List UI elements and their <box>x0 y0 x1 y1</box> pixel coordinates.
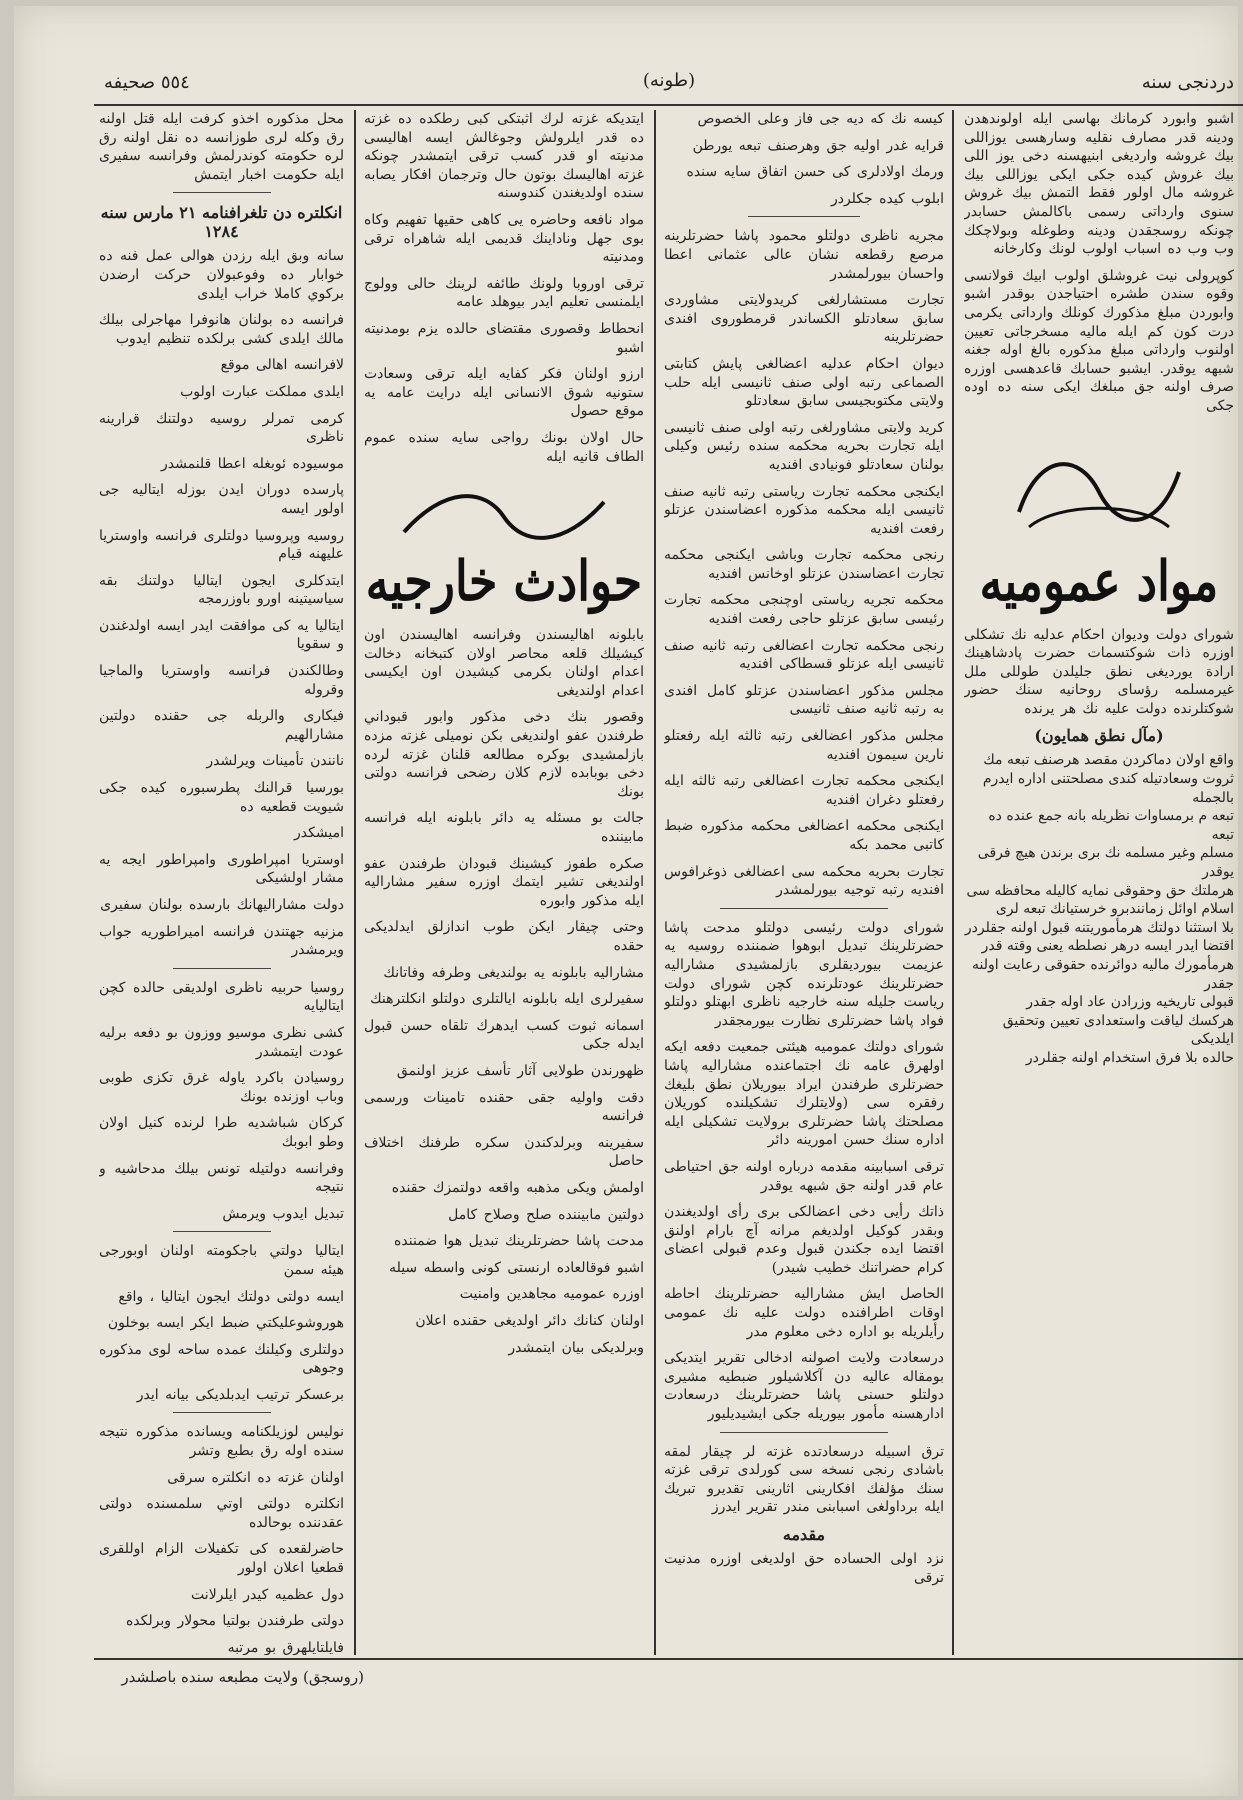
list-item: واقع اولان دماكردن مقصد هرصنف تبعه مك <box>983 752 1234 769</box>
subsection-heading: مقدمه <box>782 1525 826 1544</box>
paragraph: ايتاليا دولتي باجكومته اولنان اوبورجى هيئه سمن <box>99 1243 344 1278</box>
paragraph: ايكنجى محكمه اعضالغى محكمه مذكوره ضبط كاتبى محمد بكه <box>664 818 944 853</box>
paragraph: ذاتك رأيى دخى اعضالكى برى رأى اولديغندن وبقدر كوكيل اولديغم مرانه آچ بارام اولنق اقتضا ايده جكندن قبول وعدم قبولى اعضاى كرام حضراتنك خطيب شيدر) <box>664 1204 944 1276</box>
paragraph: اوستريا امپراطورى وامپراطور ايجه يه مشار اولشيكى <box>99 851 344 887</box>
calligraphy-flourish <box>394 482 614 552</box>
paragraph: وحتى چيقار ايكن طوب اندازلق ايدلديكى حقده <box>364 919 644 954</box>
paragraph: كشى نظرى موسيو ووزون بو دفعه برليه عودت ايتمشدر <box>99 1024 344 1060</box>
paragraph: مزنيه جهتندن فرانسه اميراطوريه جواب ويرمشدر <box>99 923 344 959</box>
paragraph: جالت بو مسئله يه دائر بابلونه ايله فرانسه مابيننده <box>364 810 644 846</box>
paragraph: ابلوب كيده جكلردر <box>830 190 944 207</box>
paragraph: محكمه تجريه رياستى اوچنجى محكمه تجارت رئيسى سابق عزتلو حاجى رفعت افنديه <box>664 592 944 628</box>
list-item: حالده بلا فرق استخدام اولنه جقلردر <box>1025 1049 1234 1066</box>
paragraph: كريد ولايتى مشاورلغى رتبه اولى صنف ثانيسى ايله تجارت بحريه محكمه سنده رئيس وكيلى بولنان سعادتلو فونيادى افنديه <box>664 419 944 473</box>
separator <box>720 908 888 909</box>
paragraph: ايلدى مملكت عبارت اولوب <box>180 383 344 400</box>
paragraph: صكره طفوز كيشينك قبودان طرفندن عفو اولنديغى تشير ايتمك اوزره سفير مشاراليه ايله مذكور وابوره <box>364 855 644 909</box>
paragraph: اشبو فوقالعاده ارنستى كونى واسطه سيله <box>389 1259 644 1276</box>
newspaper-name: (طونه) <box>642 70 696 91</box>
paragraph: مجلس مذكور اعضالغى رتبه ثالثه ايله رفعتلو نارين سيمون افنديه <box>664 728 944 763</box>
paragraph: ارزو اولنان فكر كفايه ايله ترقى وسعادت ستونيه شوق الانسانى ايله درايت عامه يه موقع حصول <box>364 366 644 420</box>
paragraph: اشبو وابورد كرمانك بهاسى ايله اولوندهدن ودينه قدر مصارف نقليه وسارهسى يوزاللى بيك غروشه وارديغى ابنيهسنه دخى يوز اللى بيك غروش كيده جكى ايكى يوزاللى بيك غروشه مال اولور فقط التمش بيك غروش سنوى وارداتى رسمى باكالمش حسابدر چونكه روسجقدن ودينه وطوغله وبولاچكك وب وب ده اسباب اولوب لونك وكارخانه <box>964 111 1234 258</box>
paragraph: الحاصل ايش مشاراليه حضرتلرينك احاطه اوقات اطرافنده دولت عليه نك عمومى رأيلريله بو اداره دخى معلوم مدر <box>664 1286 944 1340</box>
paragraph: ترق اسبيله درسعادتده غزته لر چيقار لمقه باشادى رنجى نسخه سى كورلدى ترقى غزته سنك مؤلفك افكارينى اثارينى تقديرو تبريك ايله برداولغى اسبابنى مندر تقرير ايدرز <box>664 1443 944 1516</box>
paragraph: ايتدكلرى ايجون ايتاليا دولتنك بقه سياسيتينه اورو باوزرمجه <box>99 572 344 608</box>
column-divider <box>952 110 954 1655</box>
paragraph: وفرانسه دولتيله تونس بيلك مدحاشيه و نتيجه <box>99 1160 344 1196</box>
column-1 <box>964 110 1234 1655</box>
paragraph: كركان شباشديه طرا لرنده كنيل اولان وطو ابوبك <box>99 1115 344 1150</box>
separator <box>720 1432 888 1433</box>
page-footer <box>94 1664 1243 1692</box>
paragraph: موسيوده ئوبغله اعطا قلنمشدر <box>161 455 344 472</box>
separator <box>173 192 271 193</box>
paragraph: دولتى طرفندن بولتيا محولار وبرلكده <box>125 1613 344 1630</box>
column-divider <box>654 110 656 1655</box>
paragraph: ديوان احكام عدليه اعضالغى پايش كتابتى الصماعى رتبه اولى صنف ثانيسى ايله حلب ولايتى مكتوبجيسى سابق سعادتلو <box>664 355 944 410</box>
separator <box>173 1231 271 1232</box>
paragraph: اوزره عموميه مجاهدين وامنيت <box>459 1286 644 1303</box>
paragraph: لافرانسه اهالى موقع <box>220 357 344 374</box>
column-divider <box>354 110 356 1655</box>
paragraph: نانندن تأمينات ويرلشدر <box>206 753 344 770</box>
calligraphy-flourish <box>999 432 1199 552</box>
paragraph: برعسكر ترتيب ايدبلديكى بيانه ايدر <box>136 1386 344 1403</box>
paragraph: بابلونه اهاليسندن وفرانسه اهاليسندن اون كيشيلك قلعه محاصر اولان كتبخانه دخالت اعدام اولنان بكرمى كيشيدن اون ايكيسى اعدام اولنديغى <box>364 627 644 699</box>
issue-year-label: دردنجى سنه <box>1141 72 1234 93</box>
paragraph: تجارت مستشارلغى كريدولايتى مشاوردى سابق سعادتلو الكساندر قرمطوروى افندى حضرتلرينه <box>664 292 944 346</box>
paragraph: محل مذكوره اخذو كرفت ايله قتل اولنه رق وكله لرى طوزانسه ده نقل اولنه رق لره حكومته كوندرلمش وفرانسه سفيرى ايله حكومت اخبار ايتمش <box>99 111 344 183</box>
list-item: هرمأمورك ماليه دوائرنده حقوقى رعايت اولنه جقدر <box>971 957 1234 992</box>
paragraph: قرايه غدر اوليه جق وهرصنف تبعه يورطن <box>692 137 944 154</box>
paragraph: سفيرلرى ايله بابلونه ايالتلرى دولتلو انكلترهنك <box>370 991 644 1008</box>
paragraph: انحطاط وقصورى مقتضاى حالده يزم بومدنيته اشبو <box>364 320 644 356</box>
paragraph: هوروشوعليكتي ضبط ايكر ايسه بوخلون <box>107 1315 344 1332</box>
subsection-heading: (مآل نطق همايون) <box>1034 726 1164 746</box>
section-title-foreign-news <box>364 482 644 614</box>
list-item: ثروت وسعادتيله كندى مصلحتنى اداره ايدرم بالجمله <box>982 771 1234 806</box>
paragraph: اسمانه ثبوت كسب ايدهرك تلقاه حسن قبول ايدله جكى <box>364 1017 644 1053</box>
list-item: اسلام اوائل زمانندبرو خرستيانك تبعه لرى <box>995 901 1234 918</box>
paragraph: پارسده دوران ايدن بوزله ايتاليه جى اولور ايسه <box>99 482 344 517</box>
paragraph: فايلتايلهرق بو مرتبه <box>227 1639 344 1655</box>
paragraph: شوراى دولت رئيسى دولتلو مدحت پاشا حضرتلرينك تبديل ابوهوا ضمننده روسيه يه عزيمت بيورديقلرى بازلمشيدى مشاراليه حضرتلرينك عودتلرنده كچن شوراى دولت رياست جليله سنه خارجيه ناظرى ابهتلو دولتلو فواد پاشا حضرتلرى نظارت بيورمجقدر <box>664 919 944 1029</box>
paragraph: ايتديكه غزته لرك اثبتكى كبى رطكده ده غزته ده قدر ايلرولش وجوغالش ايسه اهاليسى مدنيته او قدر كسب ترقى ايتمشدر چونكه غزته اهاليسك بوتون حال وترجمان افكار يصابه سنده اولديغندن كندوسنه <box>364 111 644 202</box>
list-item: تبعه م برمساوات نظريله بانه جمع عنده ده تبعه <box>988 808 1234 843</box>
footer-rule <box>94 1658 1243 1660</box>
section-title-text: مواد عموميه <box>979 548 1219 613</box>
paragraph: ايكنجى محكمه تجارت اعضالغى رتبه ثالثه ايله رفعتلو دغران افنديه <box>664 773 944 808</box>
paragraph: درسعادت ولايت اصولنه ادخالى تقرير ايتديكى بومقاله عاليه دن آكلاشيلور ضبطيه مشيرى دولتلو حسنى پاشا حضرتلرينك درسعادت ادارهسنه مأمور بيوريله جكى ايشيديليور <box>664 1350 944 1423</box>
list-item: هركسك لياقت واستعدادى تعيين وتحقيق ايلديكى <box>1002 1012 1234 1048</box>
paragraph: فرانسه ده بولنان هانوفرا مهاجرلى بيلك مالك ايلدى كشى برلكده تنظيم ايدوب <box>99 312 344 347</box>
paragraph: وطالكندن فرانسه واوستريا والماجيا وقروله <box>99 663 344 698</box>
paragraph: كيسه نك كه ديه جى فاز وعلى الخصوص <box>697 111 944 127</box>
list-item: قبولى تاريخيه وزرادن عاد اوله جقدر <box>1026 994 1234 1011</box>
column-4 <box>99 110 344 1655</box>
paragraph: حال اولان بونك رواجى سايه سنده عموم الطاف قانيه ايله <box>364 429 644 465</box>
paragraph: سفيرينه وبرلدكندن سكره طرفنك اختلاف حاصل <box>364 1134 644 1170</box>
paragraph: مجريه ناظرى دولتلو محمود پاشا حضرتلرينه مرصع رقطعه نشان عالى عثمانى اعطا واحسان بيورلمشدر <box>664 228 944 282</box>
paragraph: دول عظميه كيدر ايلرلانت <box>191 1586 344 1603</box>
paragraph: دقت واوليه جقى حقنده تامينات ورسمى فرانسه <box>364 1089 644 1125</box>
paragraph: دولت مشاراليهانك بارسده بولنان سفيرى <box>100 897 344 913</box>
paragraph: سانه وبق ايله رزدن هوالى عمل فنه ده خوابار ده وفوعبولان حركت ارضدن بركوي كاملا خراب ايلدى <box>99 248 344 302</box>
paragraph: انكلتره دولتى اوتي سلمسنده دولتى عقدننده بوحالده <box>99 1496 344 1531</box>
paragraph: شوراى دولتك عموميه هيئتى جمعيت دفعه ايكه اولهرق عامه نك اجتماعنده مشاراليه پاشا حضرتلرى طرفندن ايراد بيوريلان نطق بليغك رفقره سى (ولايتلرك تشكيلنده كوريلان مصلحتك پاشا حضرتلرى برولايت تشكيلى ايله اداره سنك حسن امورينه دائر <box>664 1039 944 1149</box>
section-title-text: حوادث خارجيه <box>365 548 643 614</box>
paragraph: وبرلديكى بيان ايتمشدر <box>508 1339 644 1356</box>
paragraph: كوپرولى نيت غروشلق اولوب ابيك قولانسى وقوه سندن طشره احتياجدن بوقدر اشبو وابوردن مبلغ مذكورك كونلك وارداتى يكرمى درت كون كم ايله ماليه مسخرجاتى تعيين اولنوب وارداتى مبلغ مذكوره بالغ اوله جغنه شبهه يوقدر. ايشبو حسابك قاعدهسى اوزره صرف اولنه جق مبلغك ايكى سنه ده اوده جكى <box>964 267 1234 414</box>
paragraph: ظهورندن طولايى آثار تأسف عزيز اولنمق <box>396 1062 644 1079</box>
separator <box>173 968 271 969</box>
paragraph: مجلس مذكور اعضاسندن عزتلو كامل افندى به رتبه ثانيه صنف ثانيسى <box>664 682 944 718</box>
paragraph: ترقى اسبابينه مقدمه درباره اولنه جق احتياطى عام قدر اولنه جق شبهه يوقدر <box>664 1158 944 1194</box>
paragraph: فيكارى والربله جى حقنده دولتين مشارالهيم <box>99 708 344 743</box>
paragraph: حاضرلقعده كى تكفيلات الزام اوللقرى قطعيا اعلان اولور <box>99 1541 344 1577</box>
paragraph: اميشكدر <box>294 825 344 842</box>
paragraph: تجارت بحريه محكمه سى اعضالغى ذوغرافوس افنديه رتبه توجيه بيورلمشدر <box>664 863 944 899</box>
paragraph: تبديل ايدوب ويرمش <box>222 1205 344 1222</box>
paragraph: ايسه دولتى دولتك ايجون ايتاليا ، واقع <box>118 1288 344 1305</box>
paragraph: اولنان كنانك دائر اولديغى حقنده اعلان <box>415 1312 644 1329</box>
paragraph: كرمى تمرلر روسيه دولتنك قرارينه ناظرى <box>99 410 344 446</box>
section-title-general <box>964 432 1234 613</box>
paragraph: شوراى دولت وديوان احكام عدليه نك تشكلى اوزره ذات شوكتسمات حضرت پادشاهينك ارادة يورديغى نطق جليلدن طوللى ملل غيرمسلمه رؤساى روحانيه سنك حضور شوكتلرنده دولت عليه نك هر يرنده <box>964 626 1234 717</box>
paragraph: ورمك اولادلرى كى حسن اتفاق سايه سنده <box>686 164 944 181</box>
paragraph: مدحت پاشا حضرتلرينك تبديل هوا ضمننده <box>394 1233 644 1250</box>
list-item: اقتضا ايدر ايسه درهر نصلطه يعنى وقته قدر <box>981 938 1234 955</box>
paragraph: رنجى محكمه تجارت اعضالغى رتبه ثانيه صنف ثانيسى ايله عزتلو قسطاكى افنديه <box>664 637 944 673</box>
printer-imprint: (روسجق) ولايت مطبعه سنده باصلشدر <box>121 1668 364 1686</box>
paragraph: دولتين مابيننده صلح وصلاح كامل <box>448 1206 644 1223</box>
page-header <box>94 66 1243 106</box>
paragraph: ترقى اوروبا ولونك طائفه لرينك حالى وولوج ايلمنسى تعليم ايدر بيوهلد عامه <box>364 275 644 311</box>
paragraph: اولمش ويكى مذهبه واقعه دولتمزك حقنده <box>391 1179 644 1196</box>
paragraph: روسيادن باكرد ياوله غرق تكزى طوبى وباب اوزنده بونك <box>99 1070 344 1105</box>
paragraph: رنجى محكمه تجارت وباشى ايكنجى محكمه تجارت اعضاسندن عزتلو اوخانس افنديه <box>664 547 944 582</box>
page-number-label: ٥٥٤ صحيفه <box>104 72 190 93</box>
list-item: مسلم وغير مسلمه نك برى برندن هيچ فرقى يوقدر <box>977 845 1234 881</box>
paragraph: اولنان غزته ده انكلتره سرقى <box>167 1469 344 1486</box>
paragraph: وقصور بنك دخى مذكور وابور قبوداني طرفندن عفو اولنديغى بكن نوميلى غزته مزده بازلمشيدى بوكره مطالعه قلنان غزته لرده دخى بوبابده لازم كلان رضحى فرانسه دولتى بونك <box>364 709 644 800</box>
paragraph: مشاراليه بابلونه يه بولنديغى وطرفه وفاتانك <box>383 964 644 981</box>
newspaper-page <box>14 6 1238 1796</box>
column-2 <box>664 110 944 1655</box>
paragraph: نوليس لوزيلكنامه ويسانده مذكوره نتيجه سنده اوله رق بطبع وتشر <box>99 1424 344 1460</box>
paragraph: ايتاليا يه كى موافقت ايدر ايسه اولدغندن و سقويا <box>99 617 344 653</box>
header-rule <box>94 104 1243 106</box>
paragraph: ايكنجى محكمه تجارت رياستى رتبه ثانيه صنف ثانيسى ايله محكمه مذكوره اعضاسندن عزتلو رفعت افنديه <box>664 483 944 537</box>
paragraph: دولتلرى وكيلنك عمده ساحه لوى مذكوره وجوهى <box>99 1341 344 1377</box>
paragraph: روسيا حربيه ناظرى اولديقى حالده كچن ايتاليايه <box>99 979 344 1015</box>
column-3 <box>364 110 644 1655</box>
paragraph: نزد اولى الحساده حق اولديغى اوزره مدنيت ترقى <box>664 1551 944 1586</box>
list-item: هرملتك حق وحقوقى نمايه كاليله محافظه سى <box>966 882 1234 899</box>
separator <box>748 216 860 217</box>
list-item: بلا استثنا دولتك هرمأموريتنه قبول اولنه جقلردر <box>964 919 1234 936</box>
paragraph: مواد نافعه وحاضره يى كاهى حقيها تفهيم وكاه بوى جهل وناداينك قديمى ايله شاهراه ترقى ومدنيته <box>364 211 644 266</box>
paragraph: روسيه وپروسيا دولتلرى فرانسه واوستريا عليهنه قيام <box>99 527 344 563</box>
separator <box>173 1412 271 1413</box>
subsection-heading: انكلتره دن تلغرافنامه ٢١ مارس سنه ١٢٨٤ <box>100 203 343 242</box>
paragraph: بورسيا قرالنك پطرسبوره كيده جكى شيويت قطعيه ده <box>99 780 344 815</box>
